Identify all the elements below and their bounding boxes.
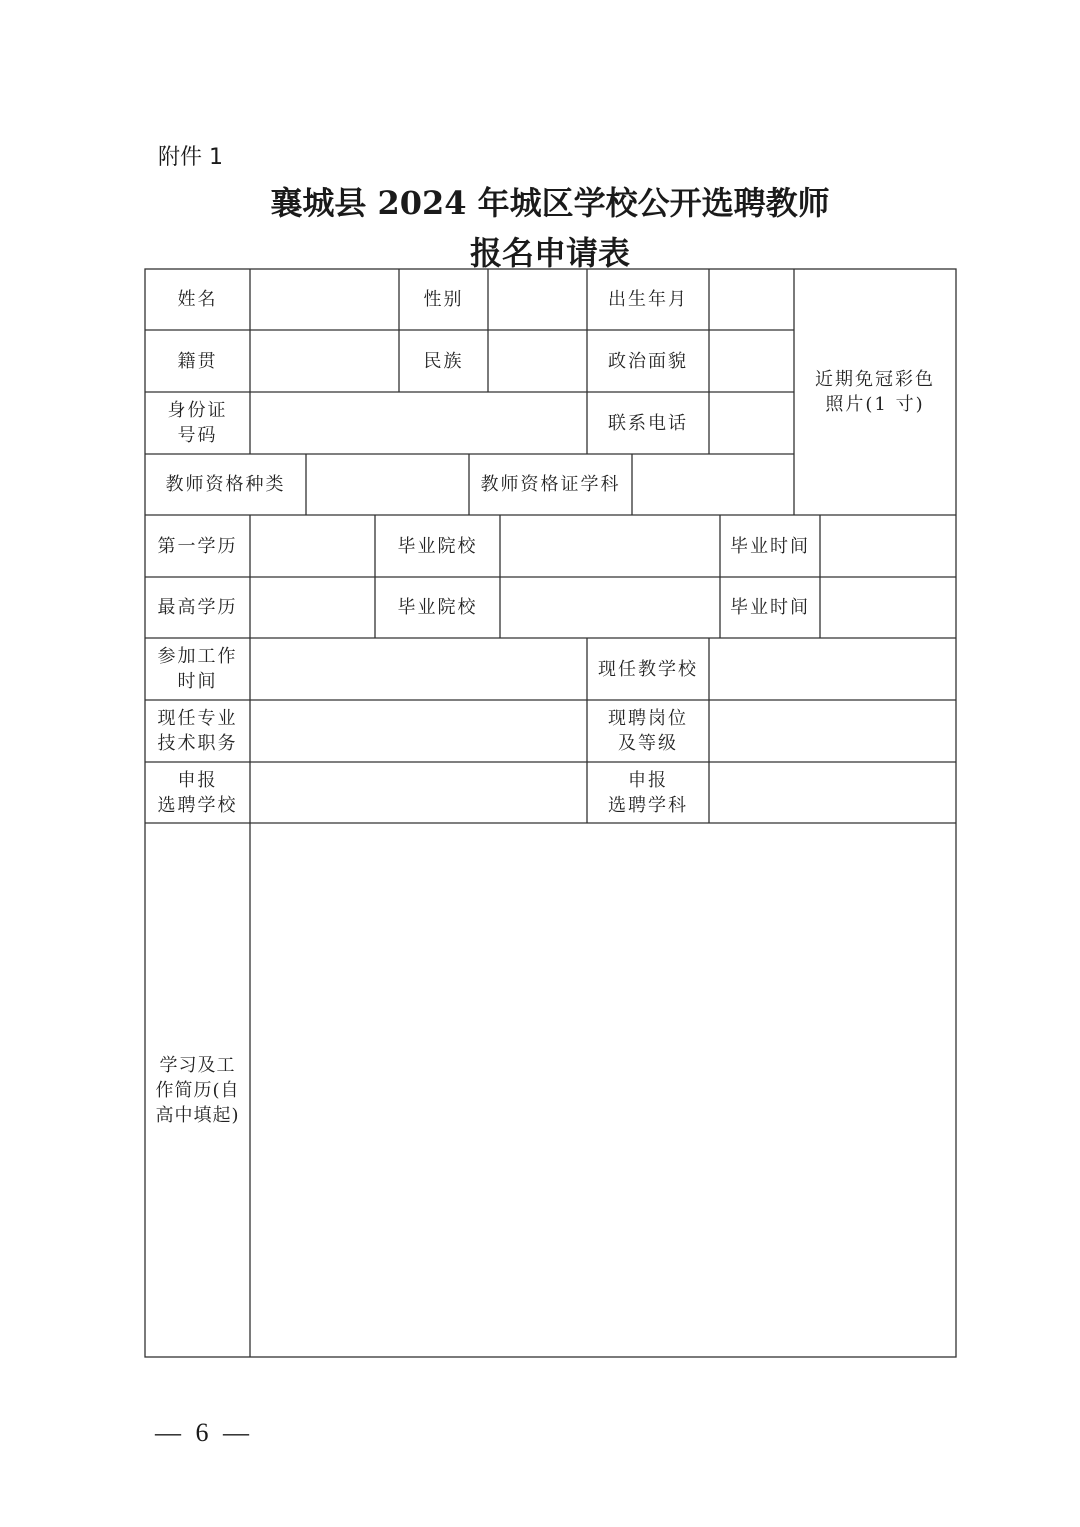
grad-time-label-2: 毕业时间 xyxy=(730,597,810,618)
current-school-field[interactable] xyxy=(709,638,956,700)
highest-education-label: 最高学历 xyxy=(157,597,238,618)
first-education-field[interactable] xyxy=(250,515,375,577)
native-place-label: 籍贯 xyxy=(177,350,218,372)
apply-school-field[interactable] xyxy=(250,762,587,823)
first-education-label: 第一学历 xyxy=(157,535,238,557)
grad-time-label-1: 毕业时间 xyxy=(730,535,810,557)
grad-school-label-2: 毕业院校 xyxy=(397,597,478,618)
work-start-field[interactable] xyxy=(250,638,587,700)
cert-type-label: 教师资格种类 xyxy=(165,474,286,495)
current-post-label: 现聘岗位 及等级 xyxy=(608,708,688,754)
gender-label: 性别 xyxy=(423,289,464,310)
form-title: 襄城县 2024 年城区学校公开选聘教师 xyxy=(270,184,830,222)
grad-time-field-1[interactable] xyxy=(820,515,956,577)
gender-field[interactable] xyxy=(488,269,587,330)
apply-subject-field[interactable] xyxy=(709,762,956,823)
grad-time-field-2[interactable] xyxy=(820,577,956,638)
resume-label: 学习及工 作简历(自 高中填起) xyxy=(155,1054,240,1126)
attachment-label: 附件 1 xyxy=(158,145,223,170)
cert-subject-label: 教师资格证学科 xyxy=(480,474,621,495)
native-place-field[interactable] xyxy=(250,330,399,392)
professional-title-field[interactable] xyxy=(250,700,587,762)
political-status-field[interactable] xyxy=(709,330,794,392)
name-label: 姓名 xyxy=(177,289,218,310)
grad-school-label-1: 毕业院校 xyxy=(397,535,478,557)
political-status-label: 政治面貌 xyxy=(608,350,688,372)
apply-subject-label: 申报 选聘学科 xyxy=(608,769,688,816)
name-field[interactable] xyxy=(250,269,399,330)
page-number: — 6 — xyxy=(155,1418,253,1447)
cert-subject-field[interactable] xyxy=(632,454,794,515)
id-number-label: 身份证 号码 xyxy=(167,400,228,446)
current-school-label: 现任教学校 xyxy=(598,658,698,680)
current-post-field[interactable] xyxy=(709,700,956,762)
resume-field[interactable] xyxy=(250,823,956,1357)
birth-field[interactable] xyxy=(709,269,794,330)
apply-school-label: 申报 选聘学校 xyxy=(157,769,238,816)
grad-school-field-2[interactable] xyxy=(500,577,720,638)
form-subtitle: 报名申请表 xyxy=(469,234,630,272)
grad-school-field-1[interactable] xyxy=(500,515,720,577)
ethnicity-label: 民族 xyxy=(423,350,464,372)
phone-field[interactable] xyxy=(709,392,794,454)
ethnicity-field[interactable] xyxy=(488,330,587,392)
highest-education-field[interactable] xyxy=(250,577,375,638)
id-number-field[interactable] xyxy=(250,392,587,454)
cert-type-field[interactable] xyxy=(306,454,469,515)
professional-title-label: 现任专业 技术职务 xyxy=(157,708,238,754)
work-start-label: 参加工作 时间 xyxy=(157,646,238,692)
birth-label: 出生年月 xyxy=(608,289,688,310)
phone-label: 联系电话 xyxy=(608,412,688,434)
photo-box[interactable]: 近期免冠彩色 照片(1 寸) xyxy=(815,369,935,415)
